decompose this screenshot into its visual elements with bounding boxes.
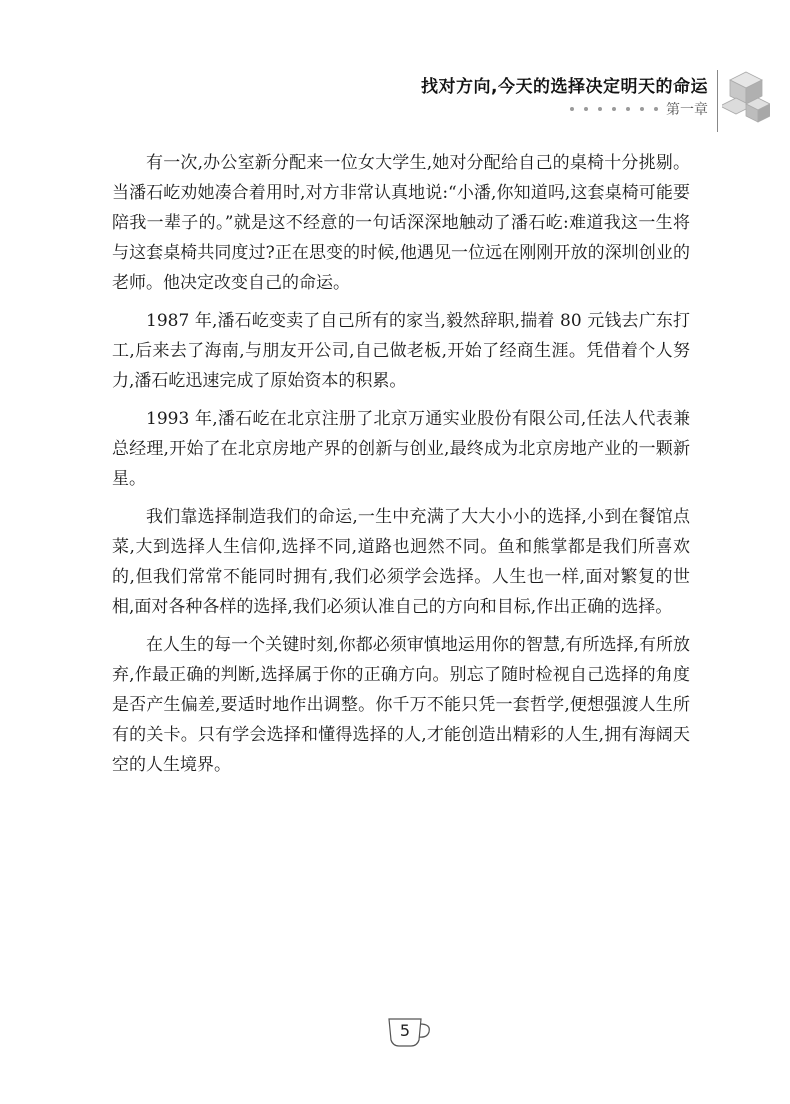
stacked-cubes-icon [722, 68, 770, 128]
header-title: 找对方向,今天的选择决定明天的命运 [421, 77, 708, 97]
body-text [112, 148, 690, 788]
paragraph: 1987 年,潘石屹变卖了自己所有的家当,毅然辞职,揣着 80 元钱去广东打工,后来去了海南,与朋友开公司,自己做老板,开始了经商生涯。凭借着个人努力,潘石屹迅速完成了原始资本的积累。 [112, 311, 690, 391]
header-dots [570, 107, 658, 111]
running-header [421, 72, 708, 119]
paragraph: 我们靠选择制造我们的命运,一生中充满了大大小小的选择,小到在餐馆点菜,大到选择人生信仰,选择不同,道路也迥然不同。鱼和熊掌都是我们所喜欢的,但我们常常不能同时拥有,我们必须学会选择。人生也一样,面对繁复的世相,面对各种各样的选择,我们必须认准自己的方向和目标,作出正确的选择。 [112, 507, 690, 617]
header-subline [421, 99, 708, 119]
page-number: 5 [399, 1021, 411, 1040]
paragraph: 有一次,办公室新分配来一位女大学生,她对分配给自己的桌椅十分挑剔。当潘石屹劝她凑合着用时,对方非常认真地说:“小潘,你知道吗,这套桌椅可能要陪我一辈子的。”就是这不经意的一句话深深地触动了潘石屹:难道我这一生将与这套桌椅共同度过?正在思变的时候,他遇见一位远在刚刚开放的深圳创业的老师。他决定改变自己的命运。 [112, 153, 690, 293]
header-divider [717, 70, 718, 132]
paragraph: 1993 年,潘石屹在北京注册了北京万通实业股份有限公司,任法人代表兼总经理,开始了在北京房地产界的创新与创业,最终成为北京房地产业的一颗新星。 [112, 409, 690, 489]
chapter-label: 第一章 [666, 102, 708, 118]
page-footer [387, 1016, 435, 1050]
paragraph: 在人生的每一个关键时刻,你都必须审慎地运用你的智慧,有所选择,有所放弃,作最正确的判断,选择属于你的正确方向。别忘了随时检视自己选择的角度是否产生偏差,要适时地作出调整。你千万不能只凭一套哲学,便想强渡人生所有的关卡。只有学会选择和懂得选择的人,才能创造出精彩的人生,拥有海阔天空的人生境界。 [112, 635, 690, 775]
